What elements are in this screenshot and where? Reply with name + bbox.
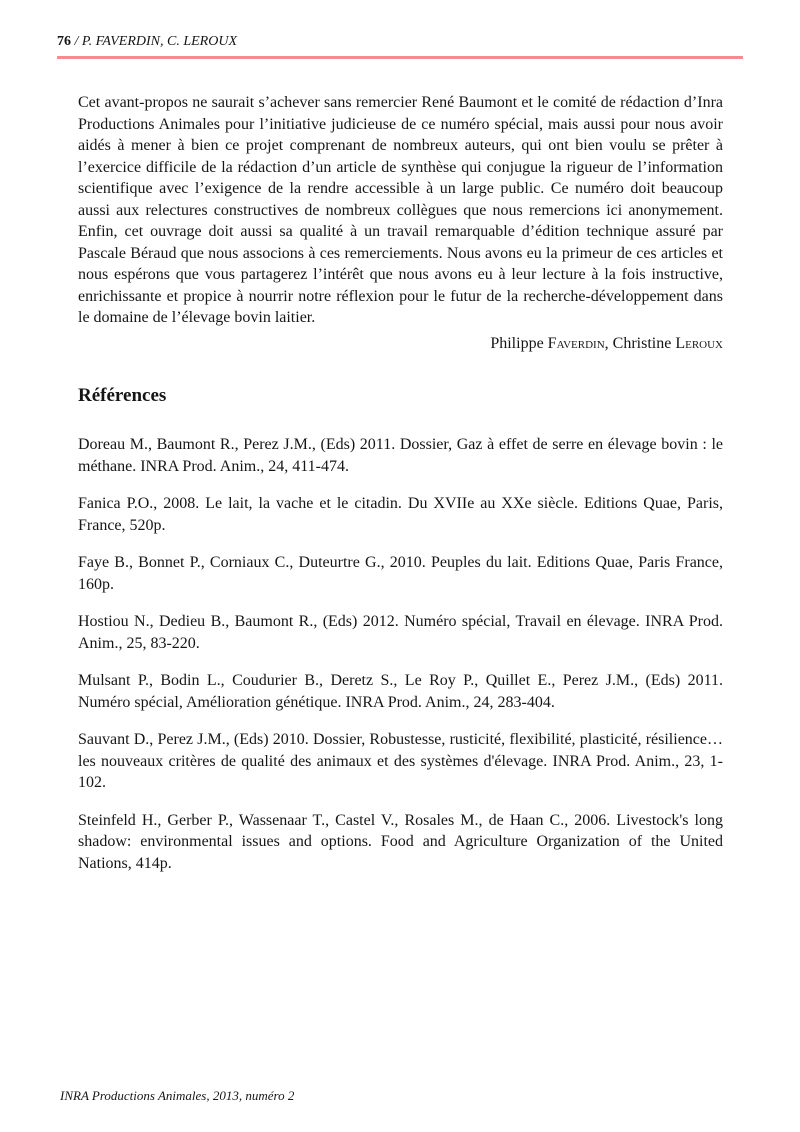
reference-item: Mulsant P., Bodin L., Coudurier B., Deretz S., Le Roy P., Quillet E., Perez J.M., (Eds) 2011. Numéro spécial, Amélioration génétique. INRA Prod. Anim., 24, 283-404. bbox=[78, 672, 723, 711]
page-number: 76 bbox=[57, 34, 71, 49]
running-authors: / P. FAVERDIN, C. LEROUX bbox=[71, 34, 238, 49]
page-content bbox=[78, 92, 723, 890]
signature-given-name-1: Philippe bbox=[490, 334, 548, 352]
header-rule bbox=[57, 56, 743, 59]
signature-given-name-2: Christine bbox=[612, 334, 676, 352]
page-footer bbox=[60, 1088, 294, 1104]
references-heading: Références bbox=[78, 385, 167, 406]
running-head bbox=[57, 33, 743, 50]
reference-item: Doreau M., Baumont R., Perez J.M., (Eds) 2011. Dossier, Gaz à effet de serre en élevage bovin : le méthane. INRA Prod. Anim., 24, 411-474. bbox=[78, 436, 723, 475]
signature-line bbox=[78, 333, 723, 355]
signature-surname-2: Leroux bbox=[675, 334, 723, 352]
signature-separator: , bbox=[604, 334, 613, 352]
foreword-paragraph: Cet avant-propos ne saurait s’achever sans remercier René Baumont et le comité de rédaction d’Inra Productions Animales pour l’initiative judicieuse de ce numéro spécial, mais aussi pour nous avoir aidés à mener à bien ce projet comprenant de nombreux auteurs, qui ont bien voulu se prêter à l’exercice difficile de la rédaction d’un article de synthèse qui conjugue la rigueur de l’information scientifique avec l’exigence de la rendre accessible à un large public. Ce numéro doit beaucoup aussi aux relectures constructives de nombreux collègues que nous remercions ici anonymement. Enfin, cet ouvrage doit aussi sa qualité à un travail remarquable d’édition technique assuré par Pascale Béraud que nous associons à ces remerciements. Nous avons eu la primeur de ces articles et nous espérons que vous partagerez l’intérêt que nous avons eu à leur lecture à la fois instructive, enrichissante et propice à nourrir notre réflexion pour le futur de la recherche-développement dans le domaine de l’élevage bovin laitier. bbox=[78, 94, 723, 326]
reference-item: Hostiou N., Dedieu B., Baumont R., (Eds) 2012. Numéro spécial, Travail en élevage. INRA Prod. Anim., 25, 83-220. bbox=[78, 613, 723, 652]
reference-item: Sauvant D., Perez J.M., (Eds) 2010. Dossier, Robustesse, rusticité, flexibilité, plasticité, résilience… les nouveaux critères de qualité des animaux et des systèmes d'élevage. INRA Prod. Anim., 23, 1-102. bbox=[78, 731, 723, 791]
journal-citation: INRA Productions Animales, 2013, numéro 2 bbox=[60, 1088, 295, 1103]
reference-item: Steinfeld H., Gerber P., Wassenaar T., Castel V., Rosales M., de Haan C., 2006. Livestock's long shadow: environmental issues and options. Food and Agriculture Organization of the United Nations, 414p. bbox=[78, 811, 723, 872]
page-header bbox=[57, 33, 743, 59]
reference-item: Fanica P.O., 2008. Le lait, la vache et le citadin. Du XVIIe au XXe siècle. Editions Quae, Paris, France, 520p. bbox=[78, 495, 723, 534]
references-list bbox=[78, 434, 723, 874]
signature-surname-1: Faverdin bbox=[547, 334, 605, 352]
reference-item: Faye B., Bonnet P., Corniaux C., Duteurtre G., 2010. Peuples du lait. Editions Quae, Paris France, 160p. bbox=[78, 554, 723, 593]
